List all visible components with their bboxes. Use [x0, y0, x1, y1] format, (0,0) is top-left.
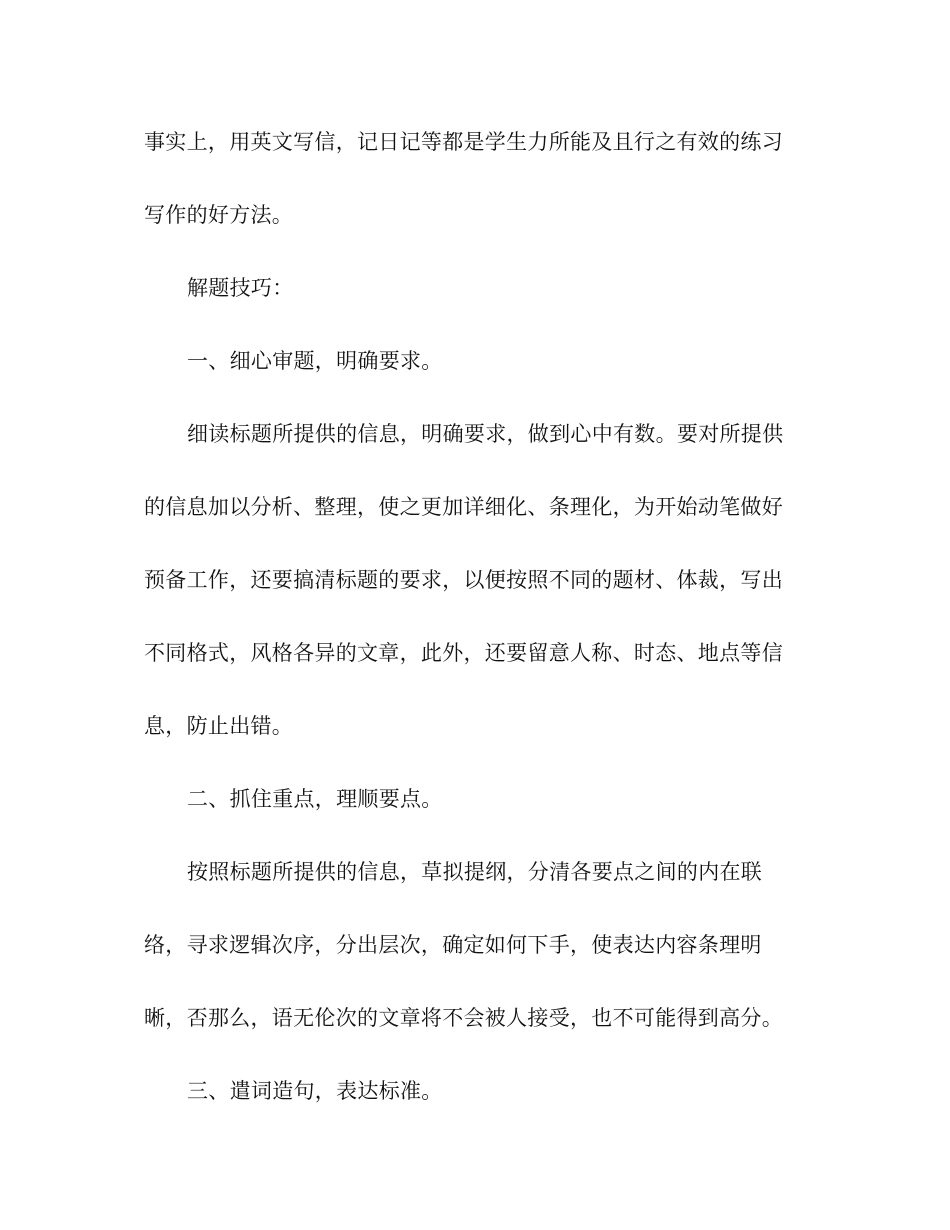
paragraph-line: 细读标题所提供的信息，明确要求，做到心中有数。要对所提供 — [187, 422, 784, 446]
section-heading: 二、抓住重点，理顺要点。 — [187, 787, 443, 811]
paragraph-line: 按照标题所提供的信息，草拟提纲，分清各要点之间的内在联 — [187, 860, 763, 884]
paragraph-line: 的信息加以分析、整理，使之更加详细化、条理化，为开始动笔做好 — [144, 495, 783, 519]
paragraph-line: 不同格式，风格各异的文章，此外，还要留意人称、时态、地点等信 — [144, 641, 783, 665]
section-heading: 解题技巧： — [187, 276, 294, 300]
paragraph-line: 络，寻求逻辑次序，分出层次，确定如何下手，使表达内容条理明 — [144, 933, 762, 957]
section-heading: 三、遣词造句，表达标准。 — [187, 1079, 443, 1103]
paragraph-line: 预备工作，还要搞清标题的要求，以便按照不同的题材、体裁，写出 — [144, 568, 783, 592]
paragraph-line: 晰，否那么，语无伦次的文章将不会被人接受，也不可能得到高分。 — [144, 1006, 783, 1030]
paragraph-line: 息，防止出错。 — [144, 714, 294, 738]
section-heading: 一、细心审题，明确要求。 — [187, 349, 443, 373]
paragraph-line: 事实上，用英文写信，记日记等都是学生力所能及且行之有效的练习 — [144, 130, 783, 154]
paragraph-line: 写作的好方法。 — [144, 203, 294, 227]
